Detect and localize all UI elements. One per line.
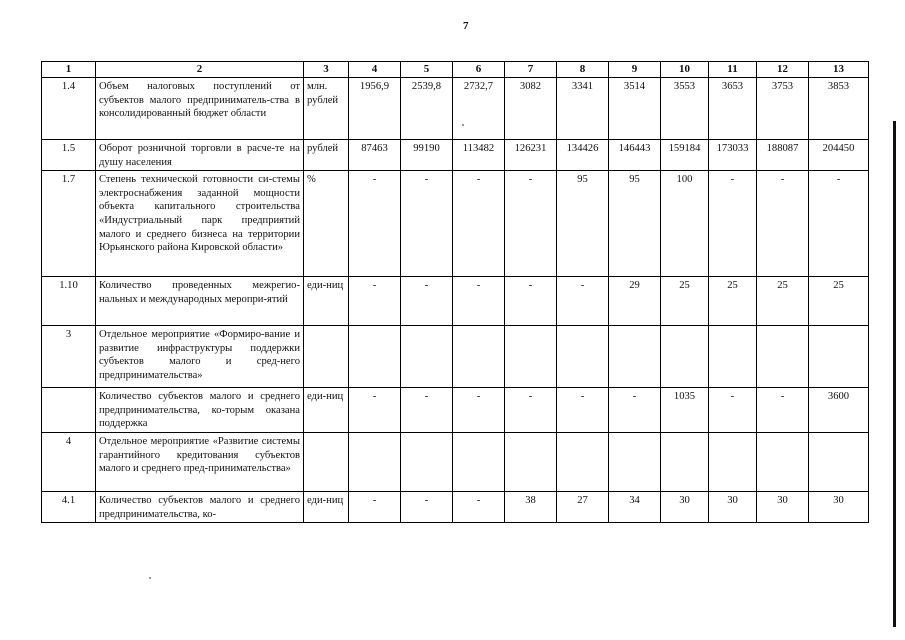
column-header: 10 <box>661 62 709 78</box>
value-cell <box>809 433 869 492</box>
value-cell: 1035 <box>661 388 709 433</box>
scan-edge-mark <box>893 121 896 627</box>
value-cell: - <box>349 492 401 523</box>
value-cell: 99190 <box>401 140 453 171</box>
value-cell: 30 <box>757 492 809 523</box>
value-cell <box>349 326 401 388</box>
unit-cell: еди-ниц <box>304 492 349 523</box>
indicator-name-cell: Объем налоговых поступлений от субъектов малого предприниматель-ства в консолидированный бюджет области <box>96 78 304 140</box>
indicator-name-cell: Количество субъектов малого и среднего предпринимательства, ко-торым оказана поддержка <box>96 388 304 433</box>
value-cell: 188087 <box>757 140 809 171</box>
value-cell: - <box>505 388 557 433</box>
table-row <box>42 277 869 326</box>
value-cell: - <box>557 388 609 433</box>
column-header: 8 <box>557 62 609 78</box>
column-header: 12 <box>757 62 809 78</box>
unit-cell <box>304 326 349 388</box>
table-row <box>42 78 869 140</box>
column-header: 1 <box>42 62 96 78</box>
unit-cell: еди-ниц <box>304 388 349 433</box>
value-cell: 30 <box>809 492 869 523</box>
value-cell: 3753 <box>757 78 809 140</box>
table-row <box>42 171 869 277</box>
value-cell <box>349 433 401 492</box>
value-cell <box>557 326 609 388</box>
value-cell <box>809 326 869 388</box>
value-cell: 3600 <box>809 388 869 433</box>
value-cell: - <box>609 388 661 433</box>
value-cell: 30 <box>661 492 709 523</box>
page-number: 7 <box>463 20 469 32</box>
value-cell: 113482 <box>453 140 505 171</box>
value-cell: 146443 <box>609 140 661 171</box>
value-cell <box>609 326 661 388</box>
row-number-cell: 4 <box>42 433 96 492</box>
value-cell: - <box>401 492 453 523</box>
value-cell: - <box>401 171 453 277</box>
value-cell: - <box>401 277 453 326</box>
value-cell <box>757 326 809 388</box>
value-cell: 95 <box>557 171 609 277</box>
value-cell: - <box>453 388 505 433</box>
column-header: 13 <box>809 62 869 78</box>
value-cell: - <box>757 388 809 433</box>
value-cell: 173033 <box>709 140 757 171</box>
value-cell <box>557 433 609 492</box>
indicator-name-cell: Количество проведенных межрегио-нальных и международных меропри-ятий <box>96 277 304 326</box>
value-cell: 3341 <box>557 78 609 140</box>
value-cell: - <box>557 277 609 326</box>
unit-cell: % <box>304 171 349 277</box>
value-cell <box>757 433 809 492</box>
indicator-name-cell: Оборот розничной торговли в расче-те на душу населения <box>96 140 304 171</box>
value-cell: - <box>349 277 401 326</box>
value-cell: 134426 <box>557 140 609 171</box>
value-cell <box>401 326 453 388</box>
value-cell <box>709 326 757 388</box>
value-cell: - <box>809 171 869 277</box>
row-number-cell: 1.5 <box>42 140 96 171</box>
row-number-cell: 1.10 <box>42 277 96 326</box>
value-cell: 1956,9 <box>349 78 401 140</box>
value-cell: 87463 <box>349 140 401 171</box>
unit-cell: еди-ниц <box>304 277 349 326</box>
value-cell: 3653 <box>709 78 757 140</box>
table-row <box>42 326 869 388</box>
indicator-name-cell: Отдельное мероприятие «Развитие системы гарантийного кредитования субъектов малого и среднего пред-принимательства» <box>96 433 304 492</box>
value-cell: 25 <box>709 277 757 326</box>
value-cell: 34 <box>609 492 661 523</box>
indicators-table <box>41 61 869 523</box>
scan-speck <box>462 124 464 126</box>
value-cell: - <box>453 492 505 523</box>
value-cell <box>505 433 557 492</box>
column-header: 11 <box>709 62 757 78</box>
row-number-cell: 4.1 <box>42 492 96 523</box>
table-row <box>42 492 869 523</box>
value-cell: - <box>349 388 401 433</box>
value-cell <box>709 433 757 492</box>
row-number-cell: 1.4 <box>42 78 96 140</box>
column-header: 3 <box>304 62 349 78</box>
column-header: 9 <box>609 62 661 78</box>
column-header: 2 <box>96 62 304 78</box>
unit-cell: рублей <box>304 140 349 171</box>
value-cell: 38 <box>505 492 557 523</box>
value-cell <box>453 326 505 388</box>
value-cell: - <box>709 388 757 433</box>
indicator-name-cell: Количество субъектов малого и среднего предпринимательства, ко- <box>96 492 304 523</box>
scan-speck <box>149 577 151 579</box>
value-cell: - <box>349 171 401 277</box>
value-cell: - <box>401 388 453 433</box>
row-number-cell: 1.7 <box>42 171 96 277</box>
value-cell: 100 <box>661 171 709 277</box>
column-header: 4 <box>349 62 401 78</box>
row-number-cell: 3 <box>42 326 96 388</box>
value-cell: 3514 <box>609 78 661 140</box>
value-cell: 25 <box>757 277 809 326</box>
value-cell: 3853 <box>809 78 869 140</box>
value-cell <box>505 326 557 388</box>
value-cell: 95 <box>609 171 661 277</box>
value-cell: 3082 <box>505 78 557 140</box>
value-cell <box>453 433 505 492</box>
row-number-cell <box>42 388 96 433</box>
unit-cell <box>304 433 349 492</box>
indicator-name-cell: Отдельное мероприятие «Формиро-вание и развитие инфраструктуры поддержки субъектов малого и сред-него предпринимательства» <box>96 326 304 388</box>
unit-cell: млн. рублей <box>304 78 349 140</box>
value-cell: - <box>453 171 505 277</box>
value-cell: 2732,7 <box>453 78 505 140</box>
table-row <box>42 140 869 171</box>
value-cell: 159184 <box>661 140 709 171</box>
value-cell: 204450 <box>809 140 869 171</box>
value-cell <box>661 326 709 388</box>
value-cell: 25 <box>809 277 869 326</box>
table-row <box>42 433 869 492</box>
value-cell: 27 <box>557 492 609 523</box>
value-cell <box>609 433 661 492</box>
value-cell: 3553 <box>661 78 709 140</box>
value-cell: - <box>453 277 505 326</box>
value-cell: 25 <box>661 277 709 326</box>
value-cell: - <box>709 171 757 277</box>
header-row <box>42 62 869 78</box>
value-cell: - <box>505 277 557 326</box>
table-row <box>42 388 869 433</box>
value-cell: 30 <box>709 492 757 523</box>
value-cell: 29 <box>609 277 661 326</box>
column-header: 6 <box>453 62 505 78</box>
value-cell: 126231 <box>505 140 557 171</box>
value-cell: 2539,8 <box>401 78 453 140</box>
value-cell: - <box>505 171 557 277</box>
indicator-name-cell: Степень технической готовности си-стемы электроснабжения заданной мощности объекта капитального строительства «Индустриальный парк предприятий малого и среднего бизнеса на территории Юрьянского района Кировской области» <box>96 171 304 277</box>
value-cell <box>661 433 709 492</box>
value-cell: - <box>757 171 809 277</box>
column-header: 7 <box>505 62 557 78</box>
column-header: 5 <box>401 62 453 78</box>
value-cell <box>401 433 453 492</box>
